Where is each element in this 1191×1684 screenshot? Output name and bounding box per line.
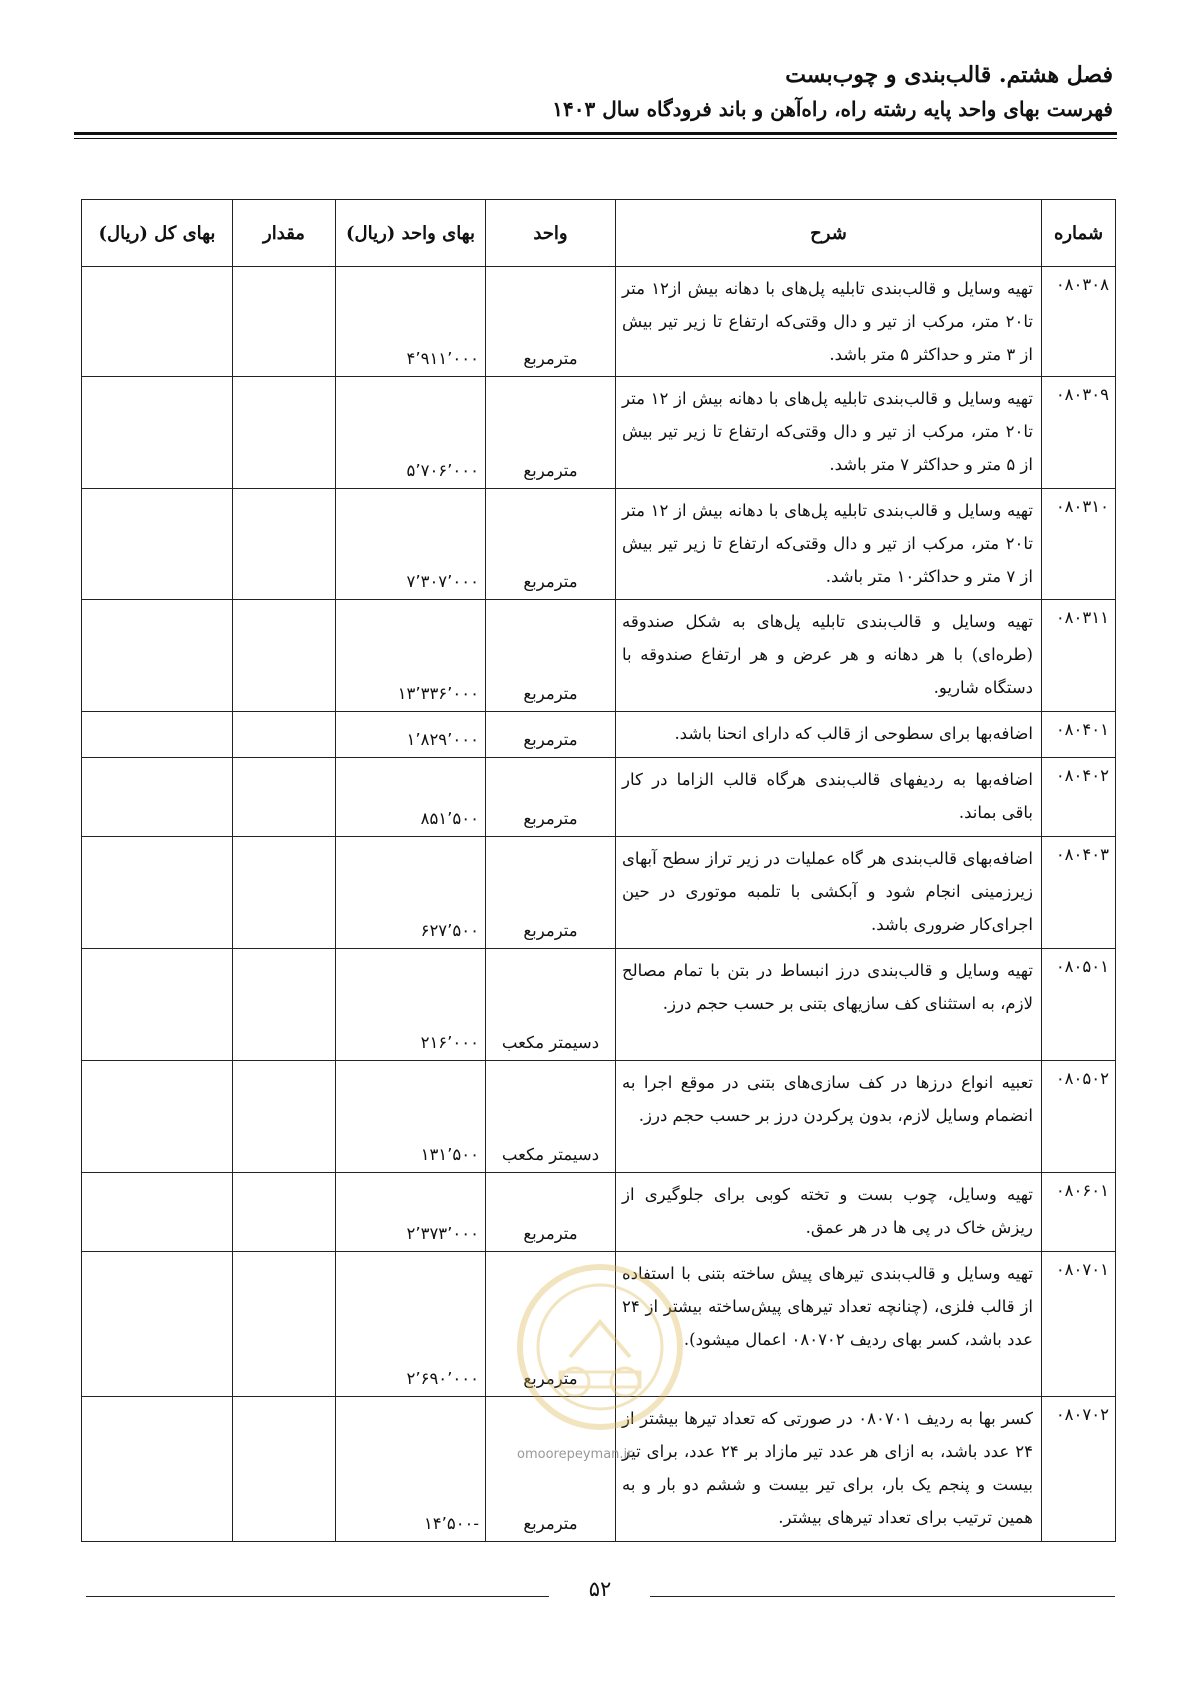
row-total-price (82, 1061, 233, 1173)
row-total-price (82, 949, 233, 1061)
row-unit-price: ۴٬۹۱۱٬۰۰۰ (336, 267, 486, 377)
row-unit: دسیمتر مکعب (486, 949, 616, 1061)
row-total-price (82, 600, 233, 712)
row-total-price (82, 1173, 233, 1252)
row-unit-price: -۱۴٬۵۰۰ (336, 1397, 486, 1542)
row-code: ۰۸۰۳۱۱ (1042, 600, 1116, 712)
table-row (82, 600, 1116, 712)
row-code: ۰۸۰۷۰۲ (1042, 1397, 1116, 1542)
table-row (82, 1397, 1116, 1542)
row-quantity (233, 1061, 336, 1173)
footer-rule-left (86, 1596, 549, 1597)
footer-rule-right (650, 1596, 1115, 1597)
header-quantity: مقدار (233, 200, 336, 267)
row-code: ۰۸۰۳۰۹ (1042, 377, 1116, 489)
row-description: کسر بها به ردیف ۰۸۰۷۰۱ در صورتی که تعداد تیرها بیشتر از ۲۴ عدد باشد، به ازای هر عدد تیر مازاد بر ۲۴ عدد، برای تیر بیست و پنجم یک بار، برای تیر بیست و ششم دو بار و به همین ترتیب برای تعداد تیرهای بیشتر. (616, 1397, 1042, 1542)
row-code: ۰۸۰۴۰۱ (1042, 712, 1116, 758)
row-unit: دسیمتر مکعب (486, 1061, 616, 1173)
row-unit: مترمربع (486, 758, 616, 837)
table-row (82, 267, 1116, 377)
row-total-price (82, 377, 233, 489)
header-code: شماره (1042, 200, 1116, 267)
row-code: ۰۸۰۴۰۲ (1042, 758, 1116, 837)
row-total-price (82, 267, 233, 377)
row-quantity (233, 267, 336, 377)
page-number: ۵۲ (588, 1577, 612, 1601)
row-unit: مترمربع (486, 837, 616, 949)
row-unit-price: ۵٬۷۰۶٬۰۰۰ (336, 377, 486, 489)
document-subtitle: فهرست بهای واحد پایه رشته راه، راه‌آهن و باند فرودگاه سال ۱۴۰۳ (552, 97, 1113, 121)
row-unit-price: ۸۵۱٬۵۰۰ (336, 758, 486, 837)
row-total-price (82, 758, 233, 837)
row-description: تهیه وسایل و قالب‌بندی تابلیه پل‌های با دهانه بیش از۱۲ متر تا۲۰ متر، مرکب از تیر و دال وقتی‌که ارتفاع تا زیر تیر بیش از ۳ متر و حداکثر ۵ متر باشد. (616, 267, 1042, 377)
row-quantity (233, 1173, 336, 1252)
table-row (82, 1252, 1116, 1397)
row-quantity (233, 489, 336, 600)
header-description: شرح (616, 200, 1042, 267)
row-quantity (233, 712, 336, 758)
header-unit: واحد (486, 200, 616, 267)
price-table (81, 199, 1116, 1542)
table-row (82, 837, 1116, 949)
row-description: تهیه وسایل و قالب‌بندی تابلیه پل‌های با دهانه بیش از ۱۲ متر تا۲۰ متر، مرکب از تیر و دال وقتی‌که ارتفاع تا زیر تیر بیش از ۵ متر و حداکثر ۷ متر باشد. (616, 377, 1042, 489)
page-header (73, 58, 1113, 126)
row-code: ۰۸۰۳۱۰ (1042, 489, 1116, 600)
row-code: ۰۸۰۳۰۸ (1042, 267, 1116, 377)
header-rule-thick (74, 132, 1117, 135)
row-unit-price: ۱۳۱٬۵۰۰ (336, 1061, 486, 1173)
table-row (82, 489, 1116, 600)
row-code: ۰۸۰۷۰۱ (1042, 1252, 1116, 1397)
row-quantity (233, 837, 336, 949)
row-total-price (82, 1252, 233, 1397)
table-header-row (82, 200, 1116, 267)
row-unit-price: ۲٬۳۷۳٬۰۰۰ (336, 1173, 486, 1252)
row-unit-price: ۱۳٬۳۳۶٬۰۰۰ (336, 600, 486, 712)
row-description: تهیه وسایل و قالب‌بندی تابلیه پل‌های با دهانه بیش از ۱۲ متر تا۲۰ متر، مرکب از تیر و دال وقتی‌که ارتفاع تا زیر تیر بیش از ۷ متر و حداکثر۱۰ متر باشد. (616, 489, 1042, 600)
row-total-price (82, 837, 233, 949)
row-total-price (82, 1397, 233, 1542)
row-total-price (82, 712, 233, 758)
row-total-price (82, 489, 233, 600)
row-description: تهیه وسایل، چوب بست و تخته کوبی برای جلوگیری از ریزش خاک در پی ها در هر عمق. (616, 1173, 1042, 1252)
row-unit: مترمربع (486, 712, 616, 758)
row-description: اضافه‌بهای قالب‌بندی هر گاه عملیات در زیر تراز سطح آبهای زیرزمینی انجام شود و آبکشی با تلمبه موتوری در حین اجرای‌کار ضروری باشد. (616, 837, 1042, 949)
row-unit: مترمربع (486, 377, 616, 489)
row-description: تهیه وسایل و قالب‌بندی تابلیه پل‌های به شکل صندوقه (طره‌ای) با هر دهانه و هر عرض و هر ارتفاع صندوقه با دستگاه شاریو. (616, 600, 1042, 712)
row-description: اضافه‌بها برای سطوحی از قالب که دارای انحنا باشد. (616, 712, 1042, 758)
row-quantity (233, 758, 336, 837)
row-code: ۰۸۰۴۰۳ (1042, 837, 1116, 949)
row-code: ۰۸۰۶۰۱ (1042, 1173, 1116, 1252)
row-quantity (233, 1397, 336, 1542)
row-unit-price: ۷٬۳۰۷٬۰۰۰ (336, 489, 486, 600)
row-unit: مترمربع (486, 1173, 616, 1252)
table-row (82, 1061, 1116, 1173)
header-total-price: بهای کل (ریال) (82, 200, 233, 267)
row-unit-price: ۲۱۶٬۰۰۰ (336, 949, 486, 1061)
row-description: تهیه وسایل و قالب‌بندی درز انبساط در بتن با تمام مصالح لازم، به استثنای کف سازیهای بتنی بر حسب حجم درز. (616, 949, 1042, 1061)
row-quantity (233, 377, 336, 489)
row-quantity (233, 949, 336, 1061)
row-unit: مترمربع (486, 1397, 616, 1542)
chapter-title: فصل هشتم. قالب‌بندی و چوب‌بست (785, 62, 1113, 88)
row-quantity (233, 1252, 336, 1397)
row-unit: مترمربع (486, 1252, 616, 1397)
table-row (82, 377, 1116, 489)
row-code: ۰۸۰۵۰۲ (1042, 1061, 1116, 1173)
row-description: تهیه وسایل و قالب‌بندی تیرهای پیش ساخته بتنی با استفاده از قالب فلزی، (چنانچه تعداد تیرهای پیش‌ساخته بیشتر از ۲۴ عدد باشد، کسر بهای ردیف ۰۸۰۷۰۲ اعمال میشود). (616, 1252, 1042, 1397)
row-description: تعبیه انواع درزها در کف سازی‌های بتنی در موقع اجرا به انضمام وسایل لازم، بدون پرکردن درز بر حسب حجم درز. (616, 1061, 1042, 1173)
table-row (82, 712, 1116, 758)
row-code: ۰۸۰۵۰۱ (1042, 949, 1116, 1061)
table-row (82, 1173, 1116, 1252)
row-unit-price: ۶۲۷٬۵۰۰ (336, 837, 486, 949)
row-unit: مترمربع (486, 489, 616, 600)
header-unit-price: بهای واحد (ریال) (336, 200, 486, 267)
watermark-site: omoorepeyman.ir (517, 1447, 633, 1462)
row-unit: مترمربع (486, 267, 616, 377)
row-unit-price: ۱٬۸۲۹٬۰۰۰ (336, 712, 486, 758)
row-quantity (233, 600, 336, 712)
table-row (82, 758, 1116, 837)
row-description: اضافه‌بها به ردیفهای قالب‌بندی هرگاه قالب الزاما در کار باقی بماند. (616, 758, 1042, 837)
row-unit: مترمربع (486, 600, 616, 712)
row-unit-price: ۲٬۶۹۰٬۰۰۰ (336, 1252, 486, 1397)
header-rule-thin (74, 138, 1117, 139)
table-row (82, 949, 1116, 1061)
